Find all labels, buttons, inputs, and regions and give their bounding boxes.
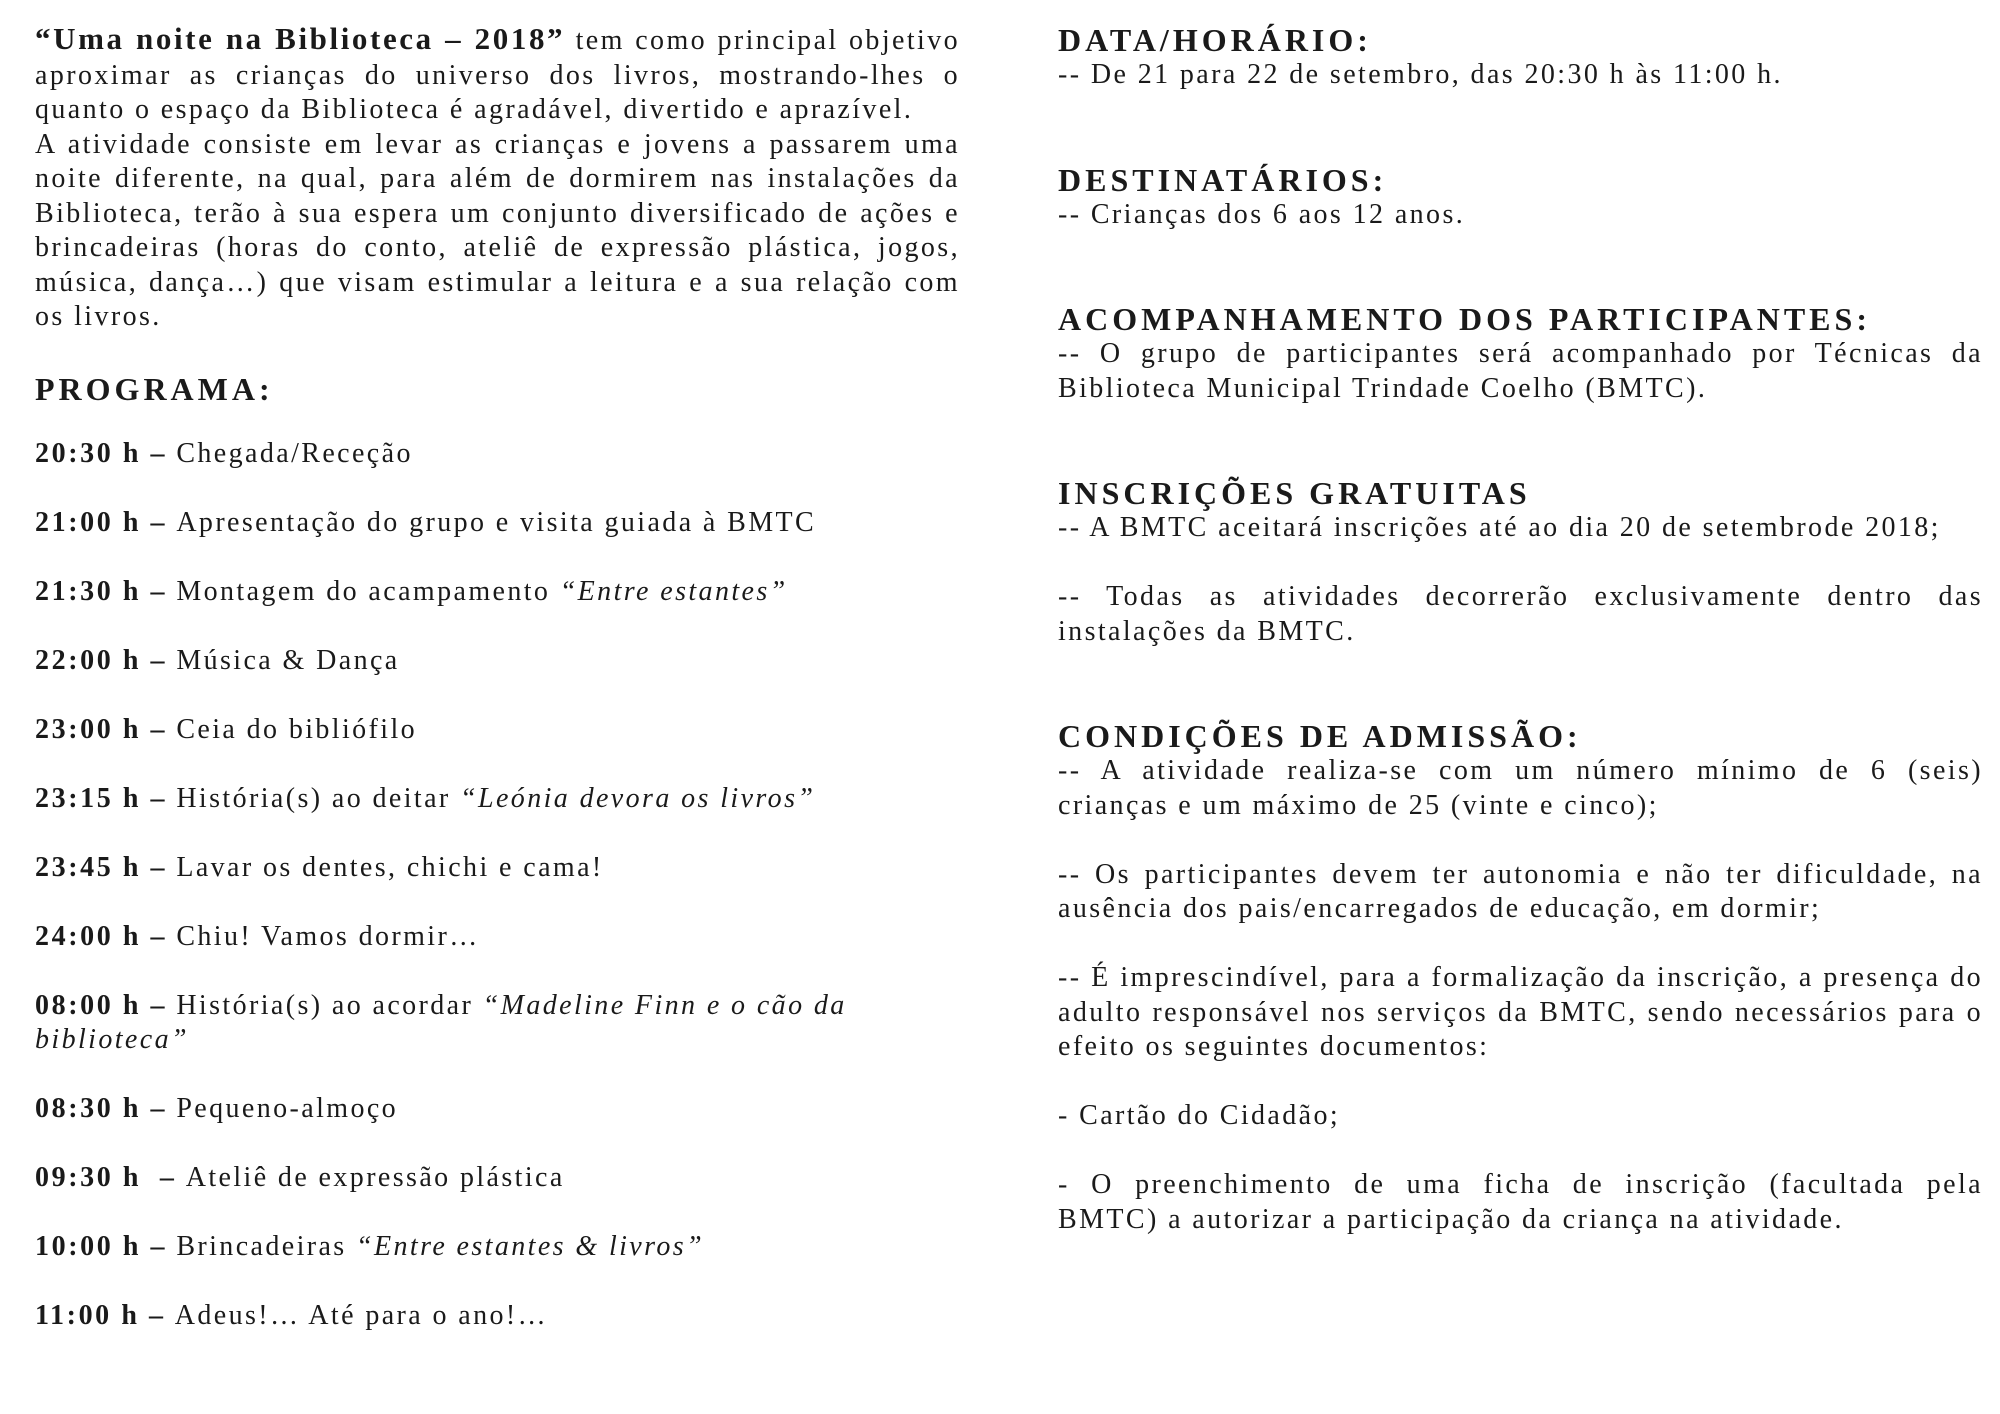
programa-item <box>35 851 960 886</box>
programa-item-separator: – <box>141 575 177 607</box>
programa-item-separator: – <box>141 437 177 469</box>
programa-item-time: 24:00 h <box>35 920 142 952</box>
programa-list <box>35 437 960 1334</box>
programa-item-separator: – <box>141 1162 186 1193</box>
acompanhamento-title: ACOMPANHAMENTO DOS PARTICIPANTES: <box>1058 301 1871 337</box>
programa-item-separator: – <box>141 506 177 538</box>
programa-item <box>35 644 960 679</box>
programa-item-separator: – <box>141 713 177 745</box>
intro-paragraph-2: A atividade consiste em levar as crianças e jovens a passarem uma noite diferente, na qual, para além de dormirem nas instalações da Biblioteca, terão à sua espera um conjunto diversificado de ações e brincadeiras (horas do conto, ateliê de expressão plástica, jogos, música, dança…) que visam estimular a leitura e a sua relação com os livros. <box>35 128 960 332</box>
programa-item <box>35 506 960 541</box>
destinatarios-title: DESTINATÁRIOS: <box>1058 161 1388 198</box>
programa-item-text: Lavar os dentes, chichi e cama! <box>176 851 604 883</box>
intro-text: tem como principal objetivo aproximar as crianças do universo dos livros, mostrando-lhes o quanto o espaço da Biblioteca é agradável, divertido e aprazível. <box>35 25 960 125</box>
programa-item <box>35 920 960 955</box>
programa-item-separator: – <box>141 1093 177 1124</box>
programa-item-time: 22:00 h <box>35 644 142 676</box>
programa-item <box>35 1230 960 1265</box>
inscricoes-text: -- Todas as atividades decorrerão exclusivamente dentro das instalações da BMTC. <box>1058 581 1983 647</box>
left-column <box>35 22 960 1368</box>
destinatarios-text: -- Crianças dos 6 aos 12 anos. <box>1058 198 1466 230</box>
programa-item-text: História(s) ao deitar <box>176 782 461 814</box>
programa-item <box>35 989 960 1058</box>
programa-item-italic: “Entre estantes” <box>559 575 788 607</box>
programa-item-text: Apresentação do grupo e visita guiada à BMTC <box>176 506 817 538</box>
programa-item-separator: – <box>141 782 177 814</box>
data-horario-text: -- De 21 para 22 de setembro, das 20:30 h às 11:00 h. <box>1058 59 1783 90</box>
programa-item-time: 08:00 h <box>35 989 142 1021</box>
right-column <box>1058 22 1983 1306</box>
acompanhamento-text: -- O grupo de participantes será acompanhado por Técnicas da Biblioteca Municipal Trindade Coelho (BMTC). <box>1058 338 1983 404</box>
programa-item-text: Brincadeiras <box>176 1231 357 1262</box>
section-condicoes <box>1058 718 1983 1237</box>
programa-item-time: 10:00 h <box>35 1231 142 1262</box>
programa-item <box>35 713 960 748</box>
programa-item-text: Chiu! Vamos dormir… <box>176 920 480 952</box>
programa-item <box>35 437 960 472</box>
programa-item-separator: – <box>139 1300 175 1331</box>
inscricoes-title: INSCRIÇÕES GRATUITAS <box>1058 475 1531 511</box>
condicoes-text: - Cartão do Cidadão; <box>1058 1100 1341 1131</box>
data-horario-title: DATA/HORÁRIO: <box>1058 22 1372 58</box>
programa-item <box>35 1161 960 1196</box>
programa-item <box>35 1299 960 1334</box>
section-destinatarios <box>1058 162 1983 233</box>
programa-item-separator: – <box>141 851 177 883</box>
programa-item-italic: “Entre estantes & livros” <box>356 1231 705 1262</box>
programa-item <box>35 575 960 610</box>
programa-item-time: 21:30 h <box>35 575 142 607</box>
programa-item-time: 23:15 h <box>35 782 142 814</box>
programa-item-time: 11:00 h <box>35 1300 140 1331</box>
inscricoes-text: -- A BMTC aceitará inscrições até ao dia 20 de setembrode 2018; <box>1058 512 1941 543</box>
programa-item-text: Montagem do acampamento <box>176 575 560 607</box>
programa-item-text: Ceia do bibliófilo <box>176 713 418 745</box>
condicoes-text: -- É imprescindível, para a formalização da inscrição, a presença do adulto responsável nos serviços da BMTC, sendo necessários para o efeito os seguintes documentos: <box>1058 962 1983 1062</box>
programa-item-separator: – <box>141 989 177 1021</box>
programa-item <box>35 1092 960 1127</box>
programa-item-text: História(s) ao acordar <box>176 989 483 1021</box>
programa-item-time: 09:30 h <box>35 1162 142 1193</box>
programa-item-separator: – <box>141 1231 177 1262</box>
condicoes-text: -- Os participantes devem ter autonomia e não ter dificuldade, na ausência dos pais/encarregados de educação, em dormir; <box>1058 858 1983 924</box>
section-data-horario <box>1058 22 1983 93</box>
programa-item-text: Chegada/Receção <box>176 437 413 469</box>
programa-item-text: Ateliê de expressão plástica <box>185 1162 565 1193</box>
programa-item-italic: “Leónia devora os livros” <box>460 782 816 814</box>
condicoes-title: CONDIÇÕES DE ADMISSÃO: <box>1058 718 1582 754</box>
intro-title: “Uma noite na Biblioteca – 2018” <box>35 21 566 56</box>
programa-item-time: 23:00 h <box>35 713 142 745</box>
section-acompanhamento <box>1058 301 1983 406</box>
condicoes-text: - O preenchimento de uma ficha de inscrição (facultada pela BMTC) a autorizar a participação da criança na atividade. <box>1058 1169 1983 1235</box>
programa-item-text: Pequeno-almoço <box>176 1093 399 1124</box>
programa-item-time: 21:00 h <box>35 506 142 538</box>
section-inscricoes <box>1058 475 1983 649</box>
programa-item-separator: – <box>141 644 177 676</box>
condicoes-text: -- A atividade realiza-se com um número mínimo de 6 (seis) crianças e um máximo de 25 (vinte e cinco); <box>1058 755 1983 821</box>
programa-item-separator: – <box>141 920 177 952</box>
programa-item-time: 20:30 h <box>35 437 142 469</box>
programa-title: PROGRAMA: <box>35 370 274 407</box>
programa-item <box>35 782 960 817</box>
programa-item-time: 23:45 h <box>35 851 142 883</box>
programa-item-time: 08:30 h <box>35 1093 142 1124</box>
programa-item-text: Adeus!… Até para o ano!… <box>174 1300 549 1331</box>
programa-item-text: Música & Dança <box>176 644 400 676</box>
intro-paragraph <box>35 22 960 128</box>
programa-item-italic: “Madeline Finn e o cão da biblioteca” <box>35 989 847 1055</box>
